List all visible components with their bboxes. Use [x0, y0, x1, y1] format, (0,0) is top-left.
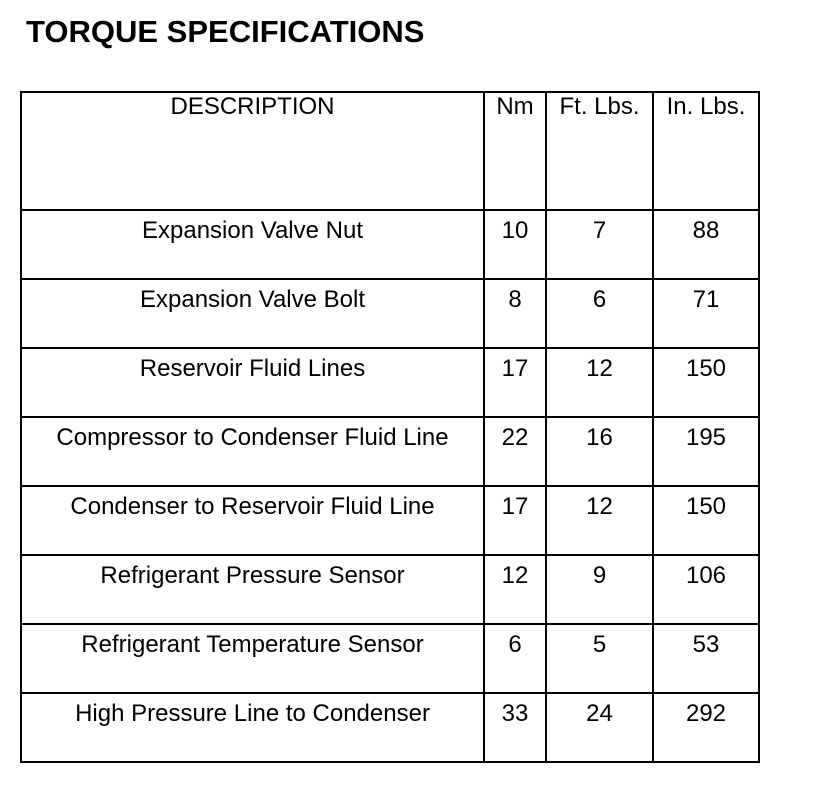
cell-nm: 17 — [484, 486, 546, 555]
cell-ft-lbs: 16 — [546, 417, 653, 486]
cell-nm: 12 — [484, 555, 546, 624]
cell-in-lbs: 292 — [653, 693, 759, 762]
cell-nm: 6 — [484, 624, 546, 693]
table-row — [21, 210, 759, 279]
cell-description: Expansion Valve Nut — [21, 210, 484, 279]
cell-ft-lbs: 9 — [546, 555, 653, 624]
header-description: DESCRIPTION — [21, 92, 484, 210]
cell-description: Refrigerant Temperature Sensor — [21, 624, 484, 693]
cell-in-lbs: 150 — [653, 348, 759, 417]
cell-nm: 22 — [484, 417, 546, 486]
cell-ft-lbs: 7 — [546, 210, 653, 279]
table-row — [21, 348, 759, 417]
torque-spec-table — [20, 91, 760, 763]
cell-description: Reservoir Fluid Lines — [21, 348, 484, 417]
table-row — [21, 486, 759, 555]
cell-in-lbs: 106 — [653, 555, 759, 624]
cell-in-lbs: 195 — [653, 417, 759, 486]
table-row — [21, 555, 759, 624]
table-row — [21, 693, 759, 762]
cell-in-lbs: 88 — [653, 210, 759, 279]
header-in-lbs: In. Lbs. — [653, 92, 759, 210]
cell-description: High Pressure Line to Condenser — [21, 693, 484, 762]
cell-nm: 8 — [484, 279, 546, 348]
table-row — [21, 417, 759, 486]
header-ft-lbs: Ft. Lbs. — [546, 92, 653, 210]
cell-ft-lbs: 12 — [546, 348, 653, 417]
cell-nm: 17 — [484, 348, 546, 417]
table-header-row — [21, 92, 759, 210]
cell-nm: 33 — [484, 693, 546, 762]
cell-description: Compressor to Condenser Fluid Line — [21, 417, 484, 486]
cell-nm: 10 — [484, 210, 546, 279]
cell-in-lbs: 150 — [653, 486, 759, 555]
cell-ft-lbs: 12 — [546, 486, 653, 555]
header-nm: Nm — [484, 92, 546, 210]
table-row — [21, 279, 759, 348]
cell-in-lbs: 71 — [653, 279, 759, 348]
cell-in-lbs: 53 — [653, 624, 759, 693]
page-title: TORQUE SPECIFICATIONS — [26, 14, 425, 49]
cell-ft-lbs: 6 — [546, 279, 653, 348]
cell-description: Refrigerant Pressure Sensor — [21, 555, 484, 624]
table-row — [21, 624, 759, 693]
cell-ft-lbs: 5 — [546, 624, 653, 693]
cell-description: Expansion Valve Bolt — [21, 279, 484, 348]
cell-description: Condenser to Reservoir Fluid Line — [21, 486, 484, 555]
cell-ft-lbs: 24 — [546, 693, 653, 762]
